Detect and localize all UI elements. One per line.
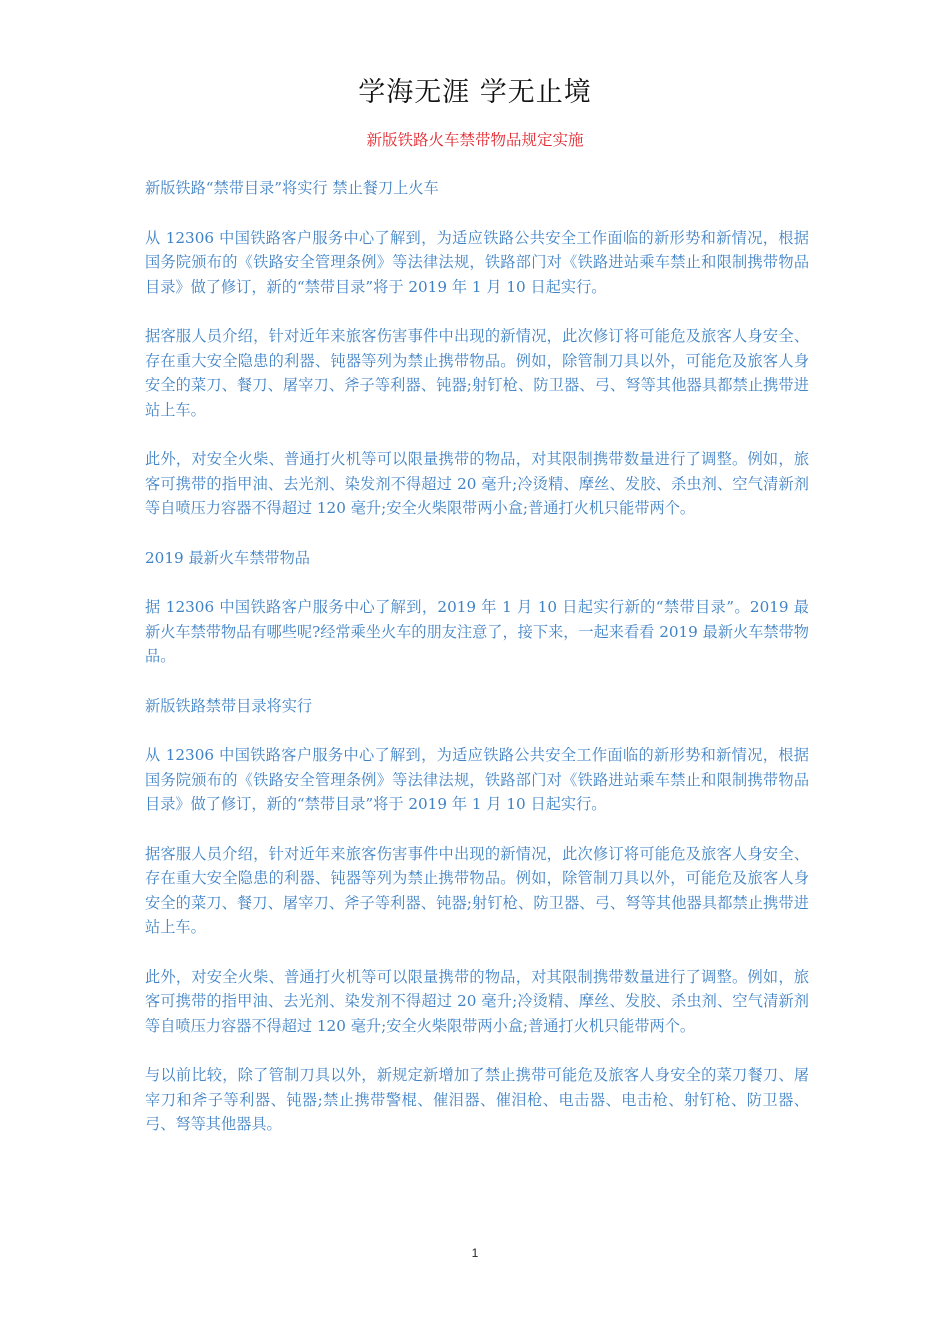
paragraph-heading-2: 2019 最新火车禁带物品 <box>145 548 310 567</box>
paragraph: 从 12306 中国铁路客户服务中心了解到，为适应铁路公共安全工作面临的新形势和新情况，根据国务院颁布的《铁路安全管理条例》等法律法规，铁路部门对《铁路进站乘车禁止和限制携带物品目录》做了修订，新的“禁带目录”将于 2019 年 1 月 10 日起实行。 <box>145 746 809 813</box>
paragraph: 此外，对安全火柴、普通打火机等可以限量携带的物品，对其限制携带数量进行了调整。例如，旅客可携带的指甲油、去光剂、染发剂不得超过 20 毫升;冷烫精、摩丝、发胶、杀虫剂、空气清新剂等自喷压力容器不得超过 120 毫升;安全火柴限带两小盒;普通打火机只能带两个。 <box>145 450 809 517</box>
document-body <box>145 176 809 1162</box>
paragraph: 从 12306 中国铁路客户服务中心了解到，为适应铁路公共安全工作面临的新形势和新情况，根据国务院颁布的《铁路安全管理条例》等法律法规，铁路部门对《铁路进站乘车禁止和限制携带物品目录》做了修订，新的“禁带目录”将于 2019 年 1 月 10 日起实行。 <box>145 228 809 296</box>
paragraph: 此外，对安全火柴、普通打火机等可以限量携带的物品，对其限制携带数量进行了调整。例如，旅客可携带的指甲油、去光剂、染发剂不得超过 20 毫升;冷烫精、摩丝、发胶、杀虫剂、空气清新剂等自喷压力容器不得超过 120 毫升;安全火柴限带两小盒;普通打火机只能带两个。 <box>145 967 809 1035</box>
document-title: 新版铁路火车禁带物品规定实施 <box>366 131 584 149</box>
page-number: 1 <box>471 1246 479 1260</box>
paragraph: 据 12306 中国铁路客户服务中心了解到，2019 年 1 月 10 日起实行新的“禁带目录”。2019 最新火车禁带物品有哪些呢?经常乘坐火车的朋友注意了，接下来，一起来看看 2019 最新火车禁带物品。 <box>145 598 809 665</box>
page-header: 学海无涯 学无止境 <box>358 77 592 108</box>
paragraph: 据客服人员介绍，针对近年来旅客伤害事件中出现的新情况，此次修订将可能危及旅客人身安全、存在重大安全隐患的利器、钝器等列为禁止携带物品。例如，除管制刀具以外，可能危及旅客人身安全的菜刀、餐刀、屠宰刀、斧子等利器、钝器;射钉枪、防卫器、弓、弩等其他器具都禁止携带进站上车。 <box>145 327 809 419</box>
paragraph-heading-3: 新版铁路禁带目录将实行 <box>145 696 313 715</box>
paragraph: 据客服人员介绍，针对近年来旅客伤害事件中出现的新情况，此次修订将可能危及旅客人身安全、存在重大安全隐患的利器、钝器等列为禁止携带物品。例如，除管制刀具以外，可能危及旅客人身安全的菜刀、餐刀、屠宰刀、斧子等利器、钝器;射钉枪、防卫器、弓、弩等其他器具都禁止携带进站上车。 <box>145 844 809 936</box>
paragraph-heading-1: 新版铁路“禁带目录”将实行 禁止餐刀上火车 <box>145 179 439 197</box>
paragraph: 与以前比较，除了管制刀具以外，新规定新增加了禁止携带可能危及旅客人身安全的菜刀餐刀、屠宰刀和斧子等利器、钝器;禁止携带警棍、催泪器、催泪枪、电击器、电击枪、射钉枪、防卫器、弓、弩等其他器具。 <box>145 1066 809 1133</box>
